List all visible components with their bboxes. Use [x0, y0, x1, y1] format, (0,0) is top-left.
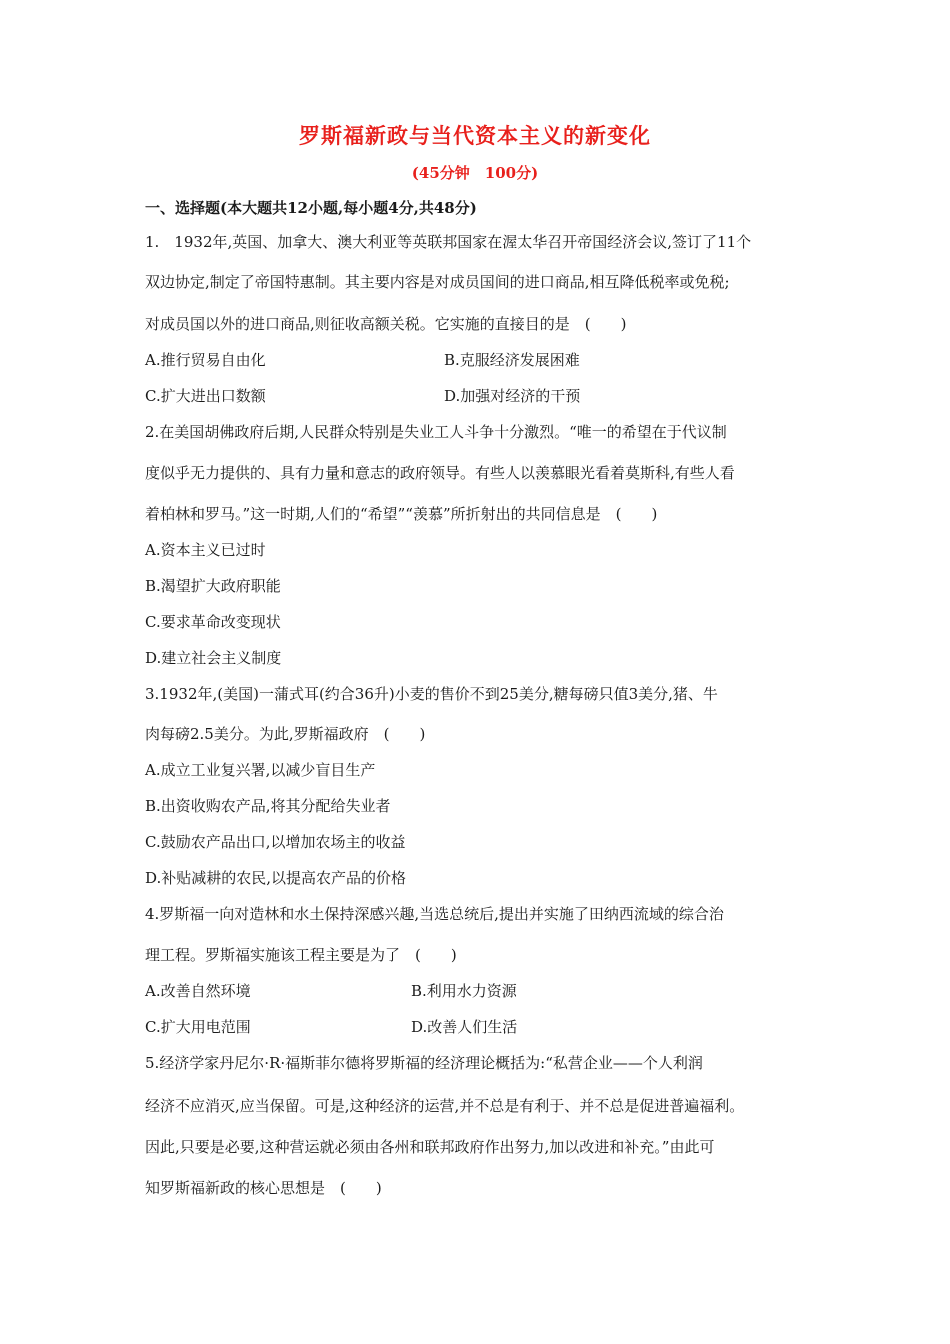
question-2-option-d: D.建立社会主义制度	[145, 649, 282, 667]
question-4-option-a: A.改善自然环境	[145, 982, 251, 1000]
question-3-option-a: A.成立工业复兴署,以减少盲目生产	[145, 761, 376, 779]
question-4-option-d: D.改善人们生活	[411, 1018, 518, 1036]
question-2-option-a: A.资本主义已过时	[145, 541, 266, 559]
question-3-option-b: B.出资收购农产品,将其分配给失业者	[145, 797, 391, 815]
question-1-line-2: 双边协定,制定了帝国特惠制。其主要内容是对成员国间的进口商品,相互降低税率或免税;	[145, 273, 730, 291]
question-5-line-3: 因此,只要是必要,这种营运就必须由各州和联邦政府作出努力,加以改进和补充。”由此可	[145, 1138, 715, 1156]
question-2-option-c: C.要求革命改变现状	[145, 613, 281, 631]
question-1-line-1: 1. 1932年,英国、加拿大、澳大利亚等英联邦国家在渥太华召开帝国经济会议,签订了11个	[145, 233, 752, 251]
question-2-option-b: B.渴望扩大政府职能	[145, 577, 281, 595]
question-4-line-2: 理工程。罗斯福实施该工程主要是为了 ( )	[145, 946, 457, 964]
document-subtitle: (45分钟 100分)	[411, 164, 539, 182]
question-3-line-1: 3.1932年,(美国)一蒲式耳(约合36升)小麦的售价不到25美分,糖每磅只值3美分,猪、牛	[145, 685, 718, 703]
question-3-option-d: D.补贴减耕的农民,以提高农产品的价格	[145, 869, 407, 887]
question-3-line-2: 肉每磅2.5美分。为此,罗斯福政府 ( )	[145, 725, 426, 743]
question-3-option-c: C.鼓励农产品出口,以增加农场主的收益	[145, 833, 406, 851]
section-heading: 一、选择题(本大题共12小题,每小题4分,共48分)	[145, 199, 477, 217]
question-1-option-c: C.扩大进出口数额	[145, 387, 266, 405]
document-title: 罗斯福新政与当代资本主义的新变化	[299, 123, 651, 148]
question-1-line-3: 对成员国以外的进口商品,则征收高额关税。它实施的直接目的是 ( )	[145, 315, 627, 333]
question-1-option-d: D.加强对经济的干预	[444, 387, 581, 405]
question-1-option-a: A.推行贸易自由化	[145, 351, 266, 369]
question-2-line-1: 2.在美国胡佛政府后期,人民群众特别是失业工人斗争十分激烈。“唯一的希望在于代议制	[145, 423, 727, 441]
question-2-line-3: 着柏林和罗马。”这一时期,人们的“希望”“羡慕”所折射出的共同信息是 ( )	[145, 505, 658, 523]
question-5-line-2: 经济不应消灭,应当保留。可是,这种经济的运营,并不总是有利于、并不总是促进普遍福利。	[145, 1097, 745, 1115]
question-1-option-b: B.克服经济发展困难	[444, 351, 580, 369]
question-4-option-b: B.利用水力资源	[411, 982, 517, 1000]
question-2-line-2: 度似乎无力提供的、具有力量和意志的政府领导。有些人以羡慕眼光看着莫斯科,有些人看	[145, 464, 735, 482]
question-4-option-c: C.扩大用电范围	[145, 1018, 251, 1036]
question-4-line-1: 4.罗斯福一向对造林和水土保持深感兴趣,当选总统后,提出并实施了田纳西流域的综合治	[145, 905, 724, 923]
question-5-line-1: 5.经济学家丹尼尔·R·福斯菲尔德将罗斯福的经济理论概括为:“私营企业——个人利润	[145, 1054, 703, 1072]
question-5-line-4: 知罗斯福新政的核心思想是 ( )	[145, 1179, 382, 1197]
